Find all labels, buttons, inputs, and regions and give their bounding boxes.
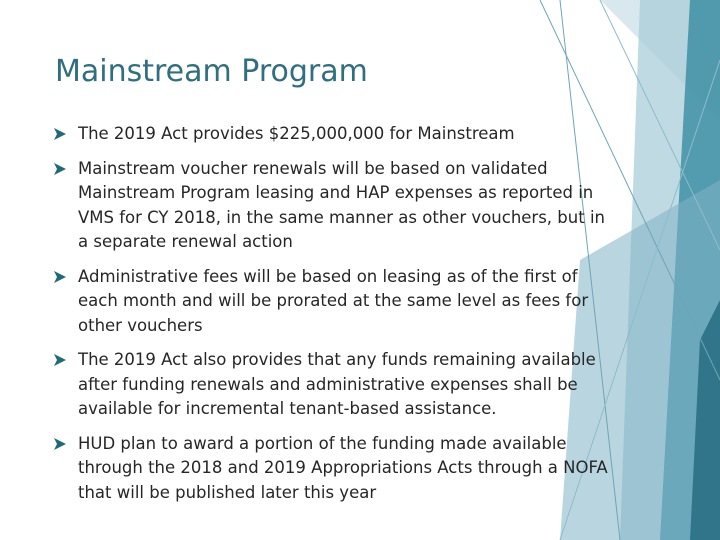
bullet-text: Mainstream voucher renewals will be based on validated Mainstream Program leasing and HAP expenses as reported in VMS for CY 2018, in the same manner as other vouchers, but in a separate renewal action [78,158,605,251]
arrowhead-bullet-icon [54,163,66,175]
arrowhead-bullet-icon [54,438,66,450]
bullet-item [50,348,610,422]
arrowhead-bullet-icon [54,271,66,283]
bullet-item [50,265,610,339]
bullet-text: HUD plan to award a portion of the funding made available through the 2018 and 2019 Appropriations Acts through a NOFA that will be published later this year [78,433,608,502]
bullet-text: Administrative fees will be based on leasing as of the first of each month and will be prorated at the same level as fees for other vouchers [78,266,589,335]
bullet-list [50,122,610,515]
slide-title: Mainstream Program [55,54,368,89]
arrowhead-bullet-icon [54,354,66,366]
bullet-item [50,122,610,147]
bullet-text: The 2019 Act also provides that any funds remaining available after funding renewals and administrative expenses shall be available for incremental tenant-based assistance. [78,350,596,418]
arrowhead-bullet-icon [54,128,66,140]
bullet-item [50,432,610,506]
bullet-text: The 2019 Act provides $225,000,000 for Mainstream [78,124,515,143]
bullet-item [50,157,610,255]
